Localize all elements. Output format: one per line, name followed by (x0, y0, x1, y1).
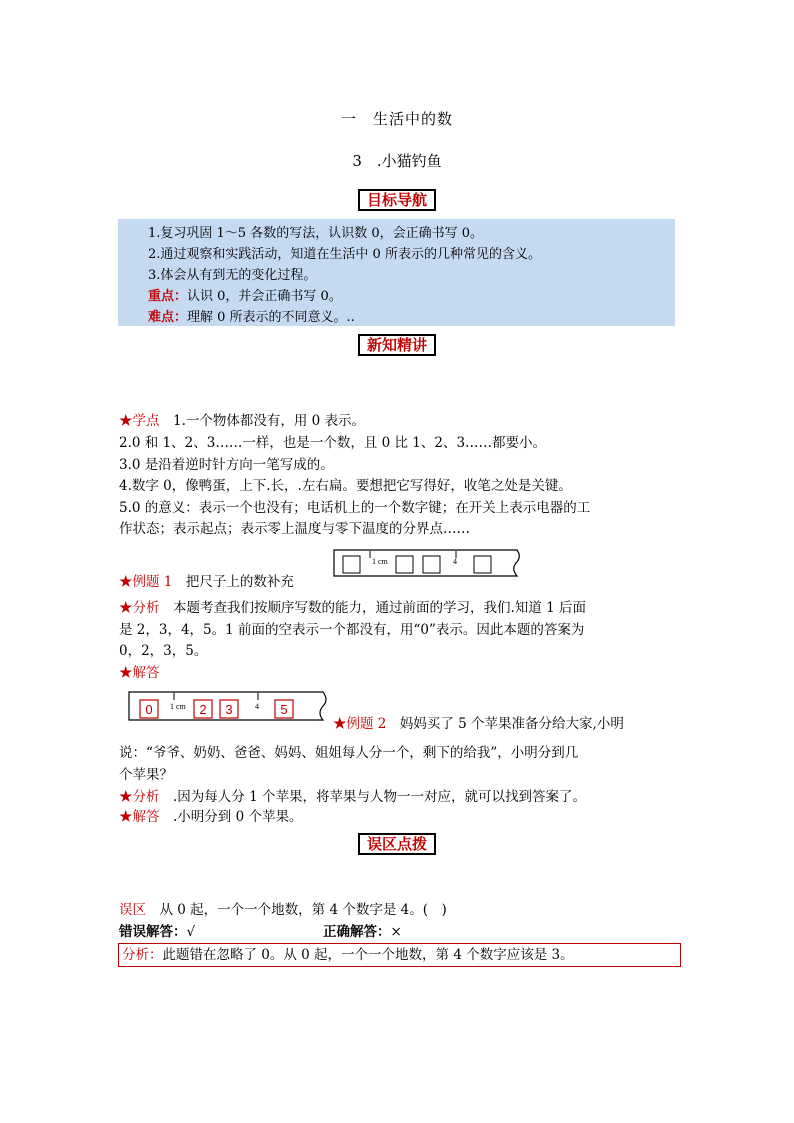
key-text: 认识 0，并会正确书写 0。 (187, 289, 342, 304)
goal-item: 1.复习巩固 1～5 各数的写法，认识数 0，会正确书写 0。 (148, 226, 484, 241)
example2-question-line: 个苹果？ (119, 767, 173, 783)
knowledge-line: 作状态；表示起点；表示零上温度与零下温度的分界点…… (119, 521, 470, 537)
goal-item: 3.体会从有到无的变化过程。 (148, 268, 317, 283)
ruler-question (332, 548, 524, 578)
example2-analysis-label: ★分析 (119, 789, 160, 805)
goal-key-point (148, 285, 342, 304)
example1-analysis-line: ★分析 本题考查我们按顺序写数的能力，通过前面的学习，我们.知道 1 后面 (119, 600, 586, 616)
ruler-given-number: 4 (255, 702, 259, 711)
knowledge-line: 2.0 和 1、2、3……一样，也是一个数，且 0 比 1、2、3……都要小。 (119, 435, 547, 451)
knowledge-line: 3.0 是沿着逆时针方向一笔写成的。 (119, 457, 334, 473)
knowledge-line: 4.数字 0，像鸭蛋，上下.长，.左右扁。要想把它写得好，收笔之处是关键。 (119, 478, 572, 494)
knowledge-line: ★学点 1.一个物体都没有，用 0 表示。 (119, 413, 366, 429)
ruler-unit-label: 1 cm (170, 702, 186, 711)
ruler-answer-0: 0 (145, 702, 153, 717)
goal-difficulty (148, 306, 355, 325)
difficulty-text: 理解 0 所表示的不同意义。.. (187, 310, 355, 325)
ruler-answer (127, 690, 332, 722)
lesson-title: 3 .小猫钓鱼 (352, 152, 442, 170)
chapter-title: 一 生活中的数 (340, 110, 453, 128)
mistake-analysis-box (118, 943, 681, 967)
example2-label: ★例题 2 (333, 716, 387, 732)
goals-panel (118, 219, 675, 326)
example2-question-line: 说：“爷爷、奶奶、爸爸、妈妈、姐姐每人分一个，剩下的给我”，小明分到几 (119, 745, 579, 761)
example2-question-line: ★例题 2 妈妈买了 5 个苹果准备分给大家,小明 (333, 716, 624, 732)
wrong-answer: 错误解答：√ (119, 924, 196, 940)
mistake-analysis-text: 此题错在忽略了 0。从 0 起，一个一个地数，第 4 个数字应该是 3。 (162, 947, 574, 963)
mistake-analysis-label: 分析： (122, 947, 163, 963)
mistake-label: 误区 (119, 902, 146, 918)
goal-item: 2.通过观察和实践活动，知道在生活中 0 所表示的几种常见的含义。 (148, 247, 541, 262)
difficulty-label: 难点： (148, 310, 188, 325)
example1-question: ★例题 1 把尺子上的数补充 (119, 574, 294, 590)
example2-answer-label: ★解答 (119, 809, 160, 825)
ruler-answer-5: 5 (280, 702, 288, 717)
ruler-answer-2: 2 (199, 702, 207, 717)
example1-analysis-line: 是 2，3，4，5。1 前面的空表示一个都没有，用“0”表示。因此本题的答案为 (119, 622, 585, 638)
section-knowledge-title: 新知精讲 (358, 334, 436, 356)
key-label: 重点： (148, 289, 188, 304)
example1-analysis-line: 0，2，3，5。 (119, 643, 208, 659)
ruler-answer-3: 3 (225, 702, 233, 717)
example1-answer-label: ★解答 (119, 665, 160, 681)
ruler-given-number: 4 (453, 557, 457, 566)
example1-label: ★例题 1 (119, 574, 173, 590)
mistake-question: 误区 从 0 起，一个一个地数，第 4 个数字是 4。( ) (119, 902, 447, 918)
example2-answer: ★解答 .小明分到 0 个苹果。 (119, 809, 303, 825)
section-mistakes-title: 误区点拨 (358, 833, 436, 855)
right-answer: 正确解答：× (323, 924, 402, 940)
example1-analysis-label: ★分析 (119, 600, 160, 616)
knowledge-label: ★学点 (119, 413, 160, 429)
example2-analysis: ★分析 .因为每人分 1 个苹果，将苹果与人物一一对应，就可以找到答案了。 (119, 789, 586, 805)
knowledge-line: 5.0 的意义：表示一个也没有；电话机上的一个数字键；在开关上表示电器的工 (119, 500, 591, 516)
ruler-unit-label: 1 cm (372, 557, 388, 566)
section-goals-title: 目标导航 (358, 189, 436, 211)
